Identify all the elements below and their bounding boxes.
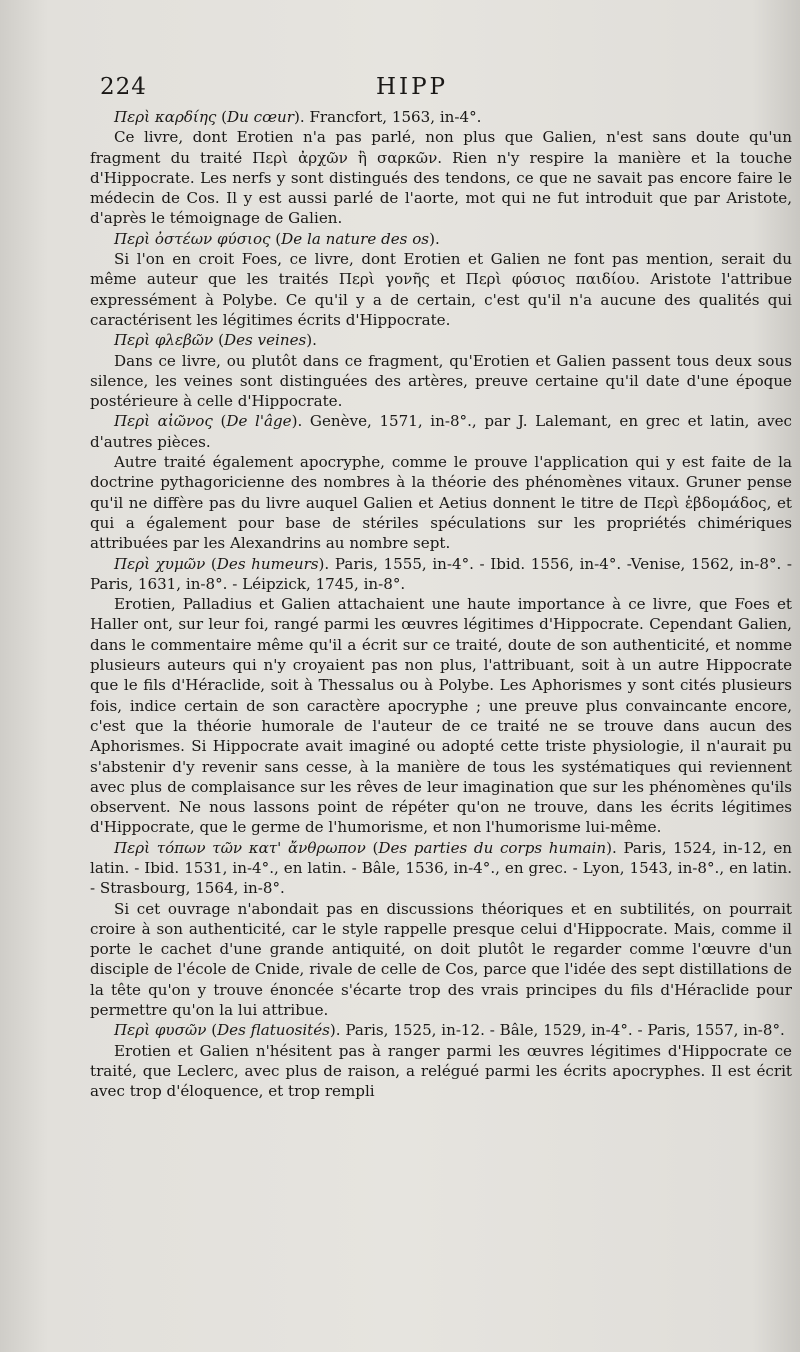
- bibliographic-entry: Περὶ φυσῶν (Des flatuosités). Paris, 1525, in-12. - Bâle, 1529, in-4°. - Paris, 1557, in-8°.: [114, 1021, 785, 1040]
- page-body: [90, 107, 792, 1102]
- bibliographic-entry: Περὶ αἰῶνος (De l'âge). Genève, 1571, in-8°., par J. Lalemant, en grec et latin, avec d'autres pièces.: [90, 412, 793, 451]
- edition-details: Paris, 1525, in-12. - Bâle, 1529, in-4°. - Paris, 1557, in-8°.: [345, 1021, 785, 1040]
- page-number: 224: [100, 74, 147, 100]
- greek-title: Περὶ φλεβῶν: [114, 331, 214, 350]
- commentary-paragraph: Dans ce livre, ou plutôt dans ce fragment, qu'Erotien et Galien passent tous deux sous silence, les veines sont distinguées des artères, preuve certaine qu'il date d'une époque postérieure à celle d'Hippocrate.: [90, 351, 792, 411]
- french-title: Des parties du corps humain: [378, 838, 607, 857]
- commentary-paragraph: Si l'on en croit Foes, ce livre, dont Erotien et Galien ne font pas mention, serait du même auteur que les traités Περὶ γονῆς et Περὶ φύσιος παιδίου. Aristote l'attribue expressément à Polybe. Ce qu'il y a de certain, c'est qu'il n'a aucune des qualités qui caractérisent les légitimes écrits d'Hippocrate.: [90, 250, 792, 329]
- commentary-paragraph: Ce livre, dont Erotien n'a pas parlé, non plus que Galien, n'est sans doute qu'un fragment du traité Περὶ ἀρχῶν ἢ σαρκῶν. Rien n'y respire la manière et la touche d'Hippocrate. Les nerfs y sont distingués des tendons, ce que ne savait pas encore faire le médecin de Cos. Il y est aussi parlé de l'aorte, mot qui ne fut introduit que par Aristote, d'après le témoignage de Galien.: [90, 128, 792, 228]
- bibliographic-entry: Περὶ ὀστέων φύσιος (De la nature des os).: [114, 229, 440, 248]
- bibliographic-entry: Περὶ καρδίης (Du cœur). Francfort, 1563, in-4°.: [114, 108, 482, 126]
- bibliographic-entry: Περὶ τόπων τῶν κατ' ἄνθρωπον (Des parties du corps humain). Paris, 1524, in-12, en latin. - Ibid. 1531, in-4°., en latin. - Bâle, 1536, in-4°., en grec. - Lyon, 1543, in-8°., en latin. - Strasbourg, 1564, in-8°.: [90, 838, 793, 898]
- french-title: De la nature des os: [281, 229, 430, 248]
- commentary-paragraph: Erotien, Palladius et Galien attachaient une haute importance à ce livre, que Foes et Haller ont, sur leur foi, rangé parmi les œuvres légitimes d'Hippocrate. Cependant Galien, dans le commentaire même qu'il a écrit sur ce traité, doute de son authenticité, et nomme plusieurs auteurs qui n'y croyaient pas non plus, l'attribuant, soit à un autre Hippocrate que le fils d'Héraclide, soit à Thessalus ou à Polybe. Les Aphorismes y sont cités plusieurs fois, indice certain de son caractère apocryphe ; une preuve plus convaincante encore, c'est que la théorie humorale de l'auteur de ce traité ne se trouve dans aucun des Aphorismes. Si Hippocrate avait imaginé ou adopté cette triste physiologie, il n'aurait pu s'abstenir d'y revenir sans cesse, à la manière de tous les systématiques qui reviennent avec plus de complaisance sur les rêves de leur imagination que sur les phénomènes qu'ils observent. Ne nous lassons point de répéter qu'on ne trouve, dans les écrits légitimes d'Hippocrate, que le germe de l'humorisme, et non l'humorisme lui-même.: [90, 595, 792, 837]
- page-header: [100, 74, 704, 104]
- greek-title: Περὶ αἰῶνος: [114, 412, 213, 431]
- french-title: De l'âge: [226, 412, 292, 431]
- french-title: Du cœur: [227, 108, 294, 126]
- greek-title: Περὶ καρδίης: [114, 108, 217, 126]
- bibliographic-entry: Περὶ χυμῶν (Des humeurs). Paris, 1555, in-4°. - Ibid. 1556, in-4°. -Venise, 1562, in-8°. - Paris, 1631, in-8°. - Léipzick, 1745, in-8°.: [90, 554, 793, 593]
- french-title: Des flatuosités: [217, 1021, 330, 1040]
- edition-details: Francfort, 1563, in-4°.: [309, 108, 482, 126]
- french-title: Des humeurs: [216, 554, 319, 573]
- greek-title: Περὶ τόπων τῶν κατ' ἄνθρωπον: [114, 838, 366, 857]
- greek-title: Περὶ φυσῶν: [114, 1021, 207, 1040]
- commentary-paragraph: Autre traité également apocryphe, comme le prouve l'application qui y est faite de la doctrine pythagoricienne des nombres à la théorie des phénomènes vitaux. Gruner pense qu'il ne diffère pas du livre auquel Galien et Aetius donnent le titre de Περὶ ἑβδομάδος, et qui a également pour base de stériles spéculations sur les propriétés chimériques attribuées par les Alexandrins au nombre sept.: [90, 453, 792, 553]
- commentary-paragraph: Si cet ouvrage n'abondait pas en discussions théoriques et en subtilités, on pourrait croire à son authenticité, car le style rappelle presque celui d'Hippocrate. Mais, comme il porte le cachet d'une grande antiquité, on doit plutôt le regarder comme l'œuvre d'un disciple de l'école de Cnide, rivale de celle de Cos, parce que l'idée des sept distillations de la tête qu'on y trouve énoncée s'écarte trop des vrais principes du fils d'Héraclide pour permettre qu'on la lui attribue.: [90, 899, 792, 1020]
- edition-details: Genève, 1571, in-8°., par J. Lalemant, en grec et latin, avec d'autres pièces.: [90, 412, 793, 451]
- greek-title: Περὶ χυμῶν: [114, 554, 206, 573]
- commentary-paragraph: Erotien et Galien n'hésitent pas à ranger parmi les œuvres légitimes d'Hippocrate ce traité, que Leclerc, avec plus de raison, a relégué parmi les écrits apocryphes. Il est écrit avec trop d'éloquence, et trop rempli: [90, 1041, 792, 1101]
- greek-title: Περὶ ὀστέων φύσιος: [114, 229, 271, 248]
- french-title: Des veines: [223, 331, 307, 350]
- edition-details: Paris, 1555, in-4°. - Ibid. 1556, in-4°. -Venise, 1562, in-8°. - Paris, 1631, in-8°. - Léipzick, 1745, in-8°.: [90, 554, 793, 593]
- running-head: HIPP: [375, 74, 449, 100]
- edition-details: Paris, 1524, in-12, en latin. - Ibid. 1531, in-4°., en latin. - Bâle, 1536, in-4°., en grec. - Lyon, 1543, in-8°., en latin. - Strasbourg, 1564, in-8°.: [90, 838, 793, 898]
- bibliographic-entry: Περὶ φλεβῶν (Des veines).: [114, 331, 317, 350]
